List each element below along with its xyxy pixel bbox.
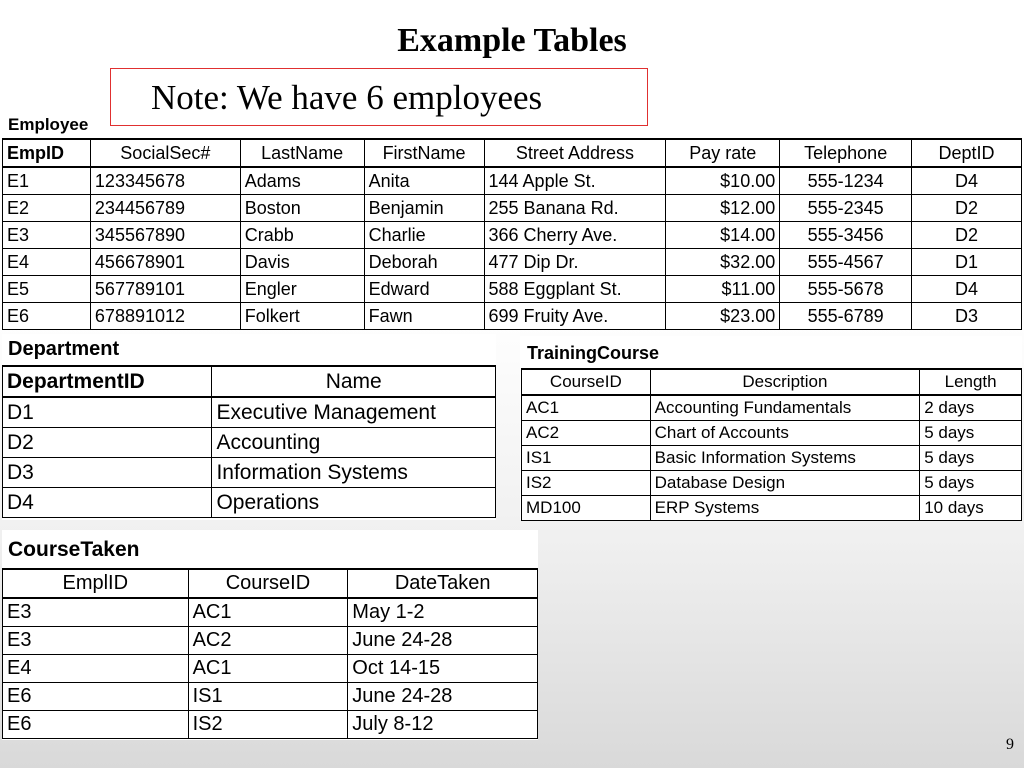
cell-lastname: Davis <box>240 249 364 276</box>
table-row <box>3 249 1022 276</box>
cell-length: 5 days <box>920 471 1022 496</box>
slide-title: Example Tables <box>397 22 627 59</box>
course-taken-header-datetaken: DateTaken <box>348 569 538 598</box>
course-taken-header-courseid: CourseID <box>188 569 348 598</box>
cell-departmentid: D4 <box>3 488 212 518</box>
cell-courseid: AC2 <box>188 627 348 655</box>
course-taken-header-row <box>3 569 538 598</box>
cell-telephone: 555-1234 <box>780 167 912 195</box>
cell-socialsec: 234456789 <box>90 195 240 222</box>
table-row <box>522 395 1022 421</box>
cell-street-address: 255 Banana Rd. <box>484 195 666 222</box>
table-row <box>3 303 1022 330</box>
page-number: 9 <box>1006 736 1014 753</box>
cell-courseid: AC1 <box>188 598 348 627</box>
employee-header-lastname: LastName <box>240 139 364 167</box>
cell-pay-rate: $23.00 <box>666 303 780 330</box>
cell-datetaken: June 24-28 <box>348 683 538 711</box>
cell-name: Operations <box>212 488 496 518</box>
cell-courseid: IS2 <box>188 711 348 739</box>
training-label: TrainingCourse <box>527 343 660 363</box>
cell-deptid: D4 <box>912 167 1022 195</box>
table-row <box>522 446 1022 471</box>
note-box: Note: We have 6 employees <box>110 68 648 126</box>
table-row <box>3 458 496 488</box>
cell-socialsec: 567789101 <box>90 276 240 303</box>
table-row <box>3 627 538 655</box>
cell-datetaken: July 8-12 <box>348 711 538 739</box>
cell-emplid: E3 <box>3 627 189 655</box>
cell-description: Basic Information Systems <box>650 446 920 471</box>
table-row <box>3 655 538 683</box>
cell-telephone: 555-5678 <box>780 276 912 303</box>
cell-pay-rate: $14.00 <box>666 222 780 249</box>
cell-empid: E5 <box>3 276 91 303</box>
cell-datetaken: Oct 14-15 <box>348 655 538 683</box>
cell-street-address: 477 Dip Dr. <box>484 249 666 276</box>
cell-telephone: 555-6789 <box>780 303 912 330</box>
cell-firstname: Benjamin <box>364 195 484 222</box>
cell-courseid: IS2 <box>522 471 651 496</box>
course-taken-table <box>2 568 538 739</box>
employee-header-pay-rate: Pay rate <box>666 139 780 167</box>
employee-header-deptid: DeptID <box>912 139 1022 167</box>
cell-description: ERP Systems <box>650 496 920 521</box>
cell-name: Accounting <box>212 428 496 458</box>
cell-datetaken: June 24-28 <box>348 627 538 655</box>
cell-deptid: D1 <box>912 249 1022 276</box>
cell-description: Accounting Fundamentals <box>650 395 920 421</box>
employee-header-telephone: Telephone <box>780 139 912 167</box>
training-table <box>521 368 1022 521</box>
cell-courseid: IS1 <box>522 446 651 471</box>
cell-socialsec: 123345678 <box>90 167 240 195</box>
cell-telephone: 555-4567 <box>780 249 912 276</box>
cell-departmentid: D3 <box>3 458 212 488</box>
cell-lastname: Adams <box>240 167 364 195</box>
cell-emplid: E6 <box>3 683 189 711</box>
cell-emplid: E6 <box>3 711 189 739</box>
cell-pay-rate: $11.00 <box>666 276 780 303</box>
cell-firstname: Charlie <box>364 222 484 249</box>
cell-pay-rate: $32.00 <box>666 249 780 276</box>
cell-name: Information Systems <box>212 458 496 488</box>
cell-emplid: E4 <box>3 655 189 683</box>
cell-datetaken: May 1-2 <box>348 598 538 627</box>
employee-label: Employee <box>8 115 89 134</box>
training-header-courseid: CourseID <box>522 369 651 395</box>
table-row <box>3 428 496 458</box>
cell-empid: E3 <box>3 222 91 249</box>
cell-courseid: MD100 <box>522 496 651 521</box>
employee-header-street-address: Street Address <box>484 139 666 167</box>
table-row <box>522 496 1022 521</box>
cell-length: 2 days <box>920 395 1022 421</box>
cell-telephone: 555-3456 <box>780 222 912 249</box>
table-row <box>3 222 1022 249</box>
cell-departmentid: D2 <box>3 428 212 458</box>
table-row <box>522 471 1022 496</box>
cell-street-address: 144 Apple St. <box>484 167 666 195</box>
table-row <box>3 598 538 627</box>
cell-socialsec: 678891012 <box>90 303 240 330</box>
cell-empid: E1 <box>3 167 91 195</box>
cell-description: Database Design <box>650 471 920 496</box>
employee-header-firstname: FirstName <box>364 139 484 167</box>
cell-lastname: Crabb <box>240 222 364 249</box>
table-row <box>3 488 496 518</box>
cell-empid: E6 <box>3 303 91 330</box>
cell-socialsec: 345567890 <box>90 222 240 249</box>
training-header-row <box>522 369 1022 395</box>
cell-lastname: Engler <box>240 276 364 303</box>
cell-length: 5 days <box>920 446 1022 471</box>
department-label: Department <box>8 338 120 360</box>
cell-courseid: AC2 <box>522 421 651 446</box>
cell-telephone: 555-2345 <box>780 195 912 222</box>
table-row <box>3 397 496 428</box>
cell-departmentid: D1 <box>3 397 212 428</box>
table-row <box>3 711 538 739</box>
table-row <box>3 683 538 711</box>
cell-courseid: AC1 <box>522 395 651 421</box>
cell-firstname: Anita <box>364 167 484 195</box>
course-taken-label: CourseTaken <box>8 538 140 561</box>
table-row <box>3 195 1022 222</box>
cell-pay-rate: $12.00 <box>666 195 780 222</box>
cell-socialsec: 456678901 <box>90 249 240 276</box>
employee-header-socialsec: SocialSec# <box>90 139 240 167</box>
cell-lastname: Folkert <box>240 303 364 330</box>
table-row <box>3 167 1022 195</box>
employee-header-row <box>3 139 1022 167</box>
table-row <box>3 276 1022 303</box>
employee-header-empid: EmpID <box>3 139 91 167</box>
cell-deptid: D3 <box>912 303 1022 330</box>
cell-firstname: Edward <box>364 276 484 303</box>
employee-table <box>2 138 1022 330</box>
table-row <box>522 421 1022 446</box>
cell-length: 10 days <box>920 496 1022 521</box>
cell-firstname: Deborah <box>364 249 484 276</box>
cell-courseid: IS1 <box>188 683 348 711</box>
department-header-row <box>3 366 496 397</box>
training-header-length: Length <box>920 369 1022 395</box>
cell-deptid: D2 <box>912 222 1022 249</box>
training-header-description: Description <box>650 369 920 395</box>
cell-empid: E2 <box>3 195 91 222</box>
cell-empid: E4 <box>3 249 91 276</box>
cell-description: Chart of Accounts <box>650 421 920 446</box>
cell-street-address: 588 Eggplant St. <box>484 276 666 303</box>
cell-name: Executive Management <box>212 397 496 428</box>
cell-courseid: AC1 <box>188 655 348 683</box>
cell-deptid: D4 <box>912 276 1022 303</box>
department-header-name: Name <box>212 366 496 397</box>
cell-pay-rate: $10.00 <box>666 167 780 195</box>
cell-length: 5 days <box>920 421 1022 446</box>
cell-street-address: 699 Fruity Ave. <box>484 303 666 330</box>
department-table <box>2 365 496 518</box>
department-header-departmentid: DepartmentID <box>3 366 212 397</box>
cell-street-address: 366 Cherry Ave. <box>484 222 666 249</box>
cell-deptid: D2 <box>912 195 1022 222</box>
course-taken-header-emplid: EmplID <box>3 569 189 598</box>
cell-lastname: Boston <box>240 195 364 222</box>
cell-firstname: Fawn <box>364 303 484 330</box>
cell-emplid: E3 <box>3 598 189 627</box>
